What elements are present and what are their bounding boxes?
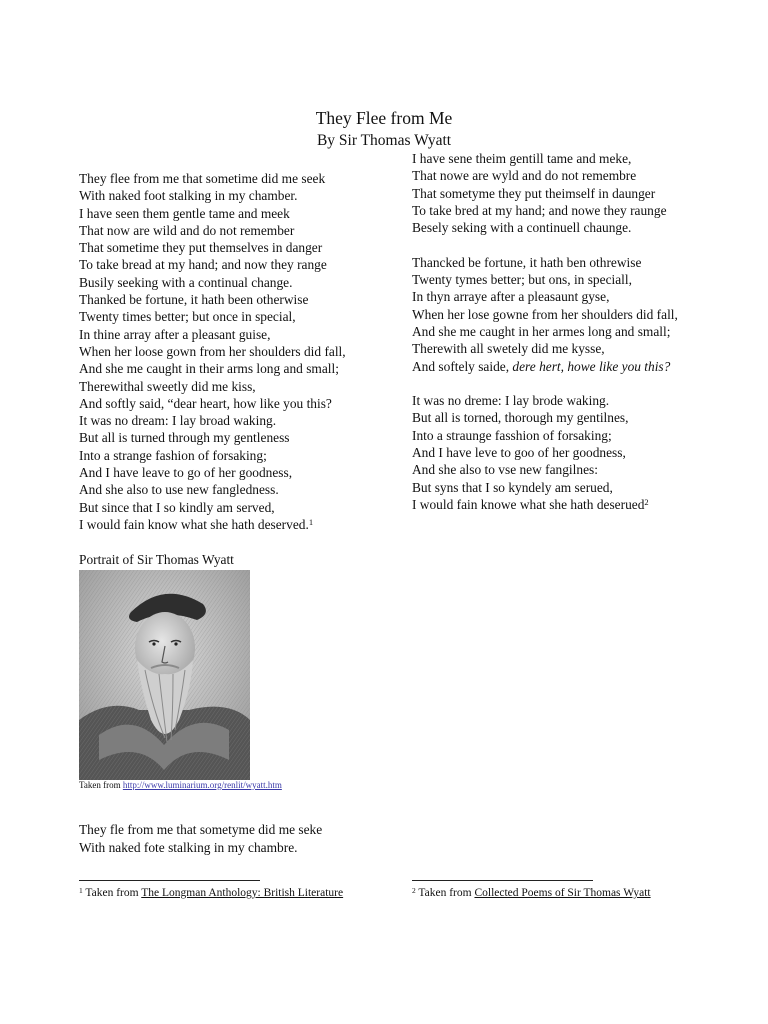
- poem-line: They fle from me that sometyme did me seke: [79, 822, 323, 837]
- poem-line: But syns that I so kyndely am serued,: [412, 479, 613, 495]
- poem-line: It was no dream: I lay broad waking.: [79, 413, 277, 429]
- poem-line: And she also to vse new fangilnes:: [412, 462, 598, 478]
- footnote-divider: [79, 880, 260, 881]
- footnote-2: [412, 887, 651, 899]
- footnote-marker[interactable]: 1: [308, 516, 314, 527]
- footnote-marker: 2: [412, 886, 416, 895]
- original-opening-lines: [79, 821, 322, 857]
- poem-line: It was no dreme: I lay brode waking.: [412, 393, 610, 409]
- poem-line: But since that I so kindly am served,: [79, 499, 275, 515]
- poem-line: I have sene theim gentill tame and meke,: [412, 151, 632, 166]
- poem-line: When her loose gown from her shoulders did fall,: [79, 343, 346, 359]
- poem-last-line: [79, 516, 346, 533]
- poem-line: And she also to use new fangledness.: [79, 482, 279, 498]
- footnote-marker: 1: [79, 886, 83, 895]
- poem-line: Into a straunge fasshion of forsaking;: [412, 427, 612, 443]
- poem-line: In thyn arraye after a pleasaunt gyse,: [412, 289, 610, 305]
- footnote-1: [79, 887, 343, 899]
- author-byline: By Sir Thomas Wyatt: [316, 132, 452, 149]
- poem-line-text: I would fain know what she hath deserved.: [79, 516, 309, 532]
- poem-line: To take bred at my hand; and nowe they raunge: [412, 202, 667, 218]
- poem-line: Twenty times better; but once in special,: [79, 309, 296, 325]
- stanza: [412, 392, 678, 513]
- italic-quote: dere hert, howe like you this?: [512, 358, 671, 374]
- luminarium-link[interactable]: http://www.luminarium.org/renlit/wyatt.htm: [122, 780, 282, 790]
- poem-line: That nowe are wyld and do not remembre: [412, 168, 637, 184]
- footnote-prefix: Taken from: [415, 887, 475, 899]
- footnote-prefix: Taken from: [82, 887, 142, 899]
- page-title: They Flee from Me: [315, 108, 453, 128]
- footnote-source: Collected Poems of Sir Thomas Wyatt: [474, 887, 651, 899]
- poem-line: That now are wild and do not remember: [79, 222, 295, 238]
- poem-line: Besely seking with a continuell chaunge.: [412, 220, 632, 236]
- original-poem: [412, 150, 678, 513]
- poem-line: Thancked be fortune, it hath ben othrewise: [412, 254, 642, 270]
- poem-line: To take bread at my hand; and now they range: [79, 257, 327, 273]
- footnote-marker[interactable]: 2: [644, 496, 649, 507]
- portrait-image: [79, 570, 250, 780]
- poem-line: And she me caught in her armes long and small;: [412, 323, 671, 339]
- poem-line: Twenty tymes better; but ons, in speciall,: [412, 272, 632, 288]
- poem-line: But all is torned, thorough my gentilnes,: [412, 410, 629, 426]
- poem-line: Into a strange fashion of forsaking;: [79, 447, 267, 463]
- footnote-divider: [412, 880, 593, 881]
- poem-line: Thanked be fortune, it hath been otherwise: [79, 292, 309, 308]
- poem-line: In thine array after a pleasant guise,: [79, 326, 271, 342]
- portrait-engraving: [79, 570, 250, 780]
- poem-line: They flee from me that sometime did me seek: [79, 171, 326, 186]
- poem-line: [412, 358, 678, 375]
- poem-line: That sometyme they put theimself in daunger: [412, 185, 656, 201]
- poem-line: And I have leve to goo of her goodness,: [412, 445, 626, 461]
- poem-line: With naked fote stalking in my chambre.: [79, 840, 298, 855]
- poem-line: When her lose gowne from her shoulders did fall,: [412, 306, 678, 322]
- poem-line: And softly said, “dear heart, how like you this?: [79, 395, 332, 411]
- poem-line: I have seen them gentle tame and meek: [79, 205, 290, 221]
- poem-line: But all is turned through my gentleness: [79, 430, 290, 446]
- portrait-label: Portrait of Sir Thomas Wyatt: [79, 552, 234, 567]
- portrait-caption: [79, 780, 282, 790]
- footnote-source: The Longman Anthology: British Literature: [141, 887, 344, 899]
- modern-poem: [79, 170, 346, 533]
- caption-prefix: Taken from: [79, 780, 123, 790]
- poem-line-text: I would fain knowe what she hath deserued: [412, 496, 645, 512]
- poem-line: And she me caught in their arms long and small;: [79, 361, 339, 377]
- poem-line-text: And softely saide,: [412, 358, 510, 374]
- poem-line: And I have leave to go of her goodness,: [79, 465, 293, 481]
- poem-last-line: [412, 496, 678, 513]
- stanza: [412, 150, 678, 236]
- poem-line: Busily seeking with a continual change.: [79, 274, 293, 290]
- poem-line: That sometime they put themselves in danger: [79, 240, 323, 256]
- poem-line: With naked foot stalking in my chamber.: [79, 188, 298, 204]
- stanza: [412, 254, 678, 375]
- poem-line: Therewith all swetely did me kysse,: [412, 341, 605, 357]
- poem-line: Therewithal sweetly did me kiss,: [79, 378, 256, 394]
